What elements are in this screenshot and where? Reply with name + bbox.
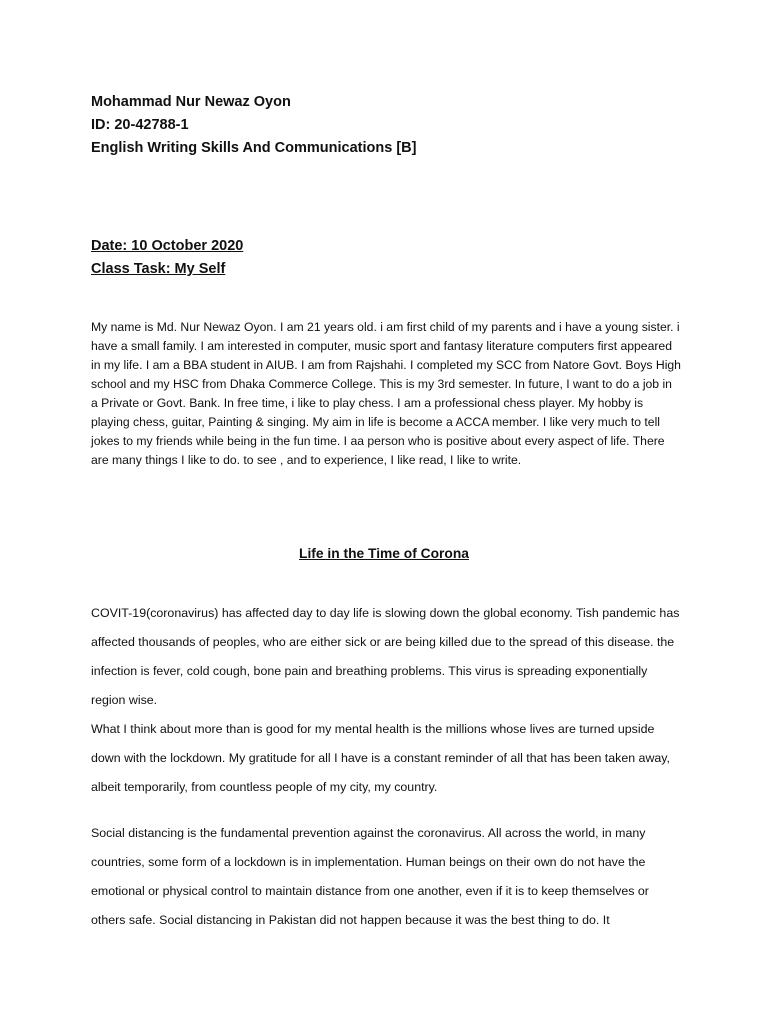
task-title: Class Task: My Self	[91, 261, 226, 277]
myself-paragraph: My name is Md. Nur Newaz Oyon. I am 21 years old. i am first child of my parents and i have a young sister. i have a small family. I am interested in computer, music sport and fantasy literature computers first appeared in my life. I am a BBA student in AIUB. I am from Rajshahi. I completed my SCC from Natore Govt. Boys High school and my HSC from Dhaka Commerce College. This is my 3rd semester. In future, I want to do a job in a Private or Govt. Bank. In free time, i like to play chess. I am a professional chess player. My hobby is playing chess, guitar, Painting & singing. My aim in life is become a ACCA member. I like very much to tell jokes to my friends while being in the fun time. I aa person who is positive about every aspect of life. There are many things I like to do. to see , and to experience, I like read, I like to write.	[91, 320, 681, 467]
author-name: Mohammad Nur Newaz Oyon	[91, 94, 291, 110]
essay-paragraph-1: COVIT-19(coronavirus) has affected day to day life is slowing down the global economy. Tish pandemic has affected thousands of peoples, who are either sick or are being killed due to the spread of this disease. the infection is fever, cold cough, bone pain and breathing problems. This virus is spreading exponentially region wise.	[91, 606, 680, 707]
task-date: Date: 10 October 2020	[91, 238, 244, 254]
student-id: ID: 20-42788-1	[91, 117, 189, 133]
course-title: English Writing Skills And Communications [B]	[91, 140, 417, 156]
essay-paragraph-2: What I think about more than is good for my mental health is the millions whose lives are turned upside down with the lockdown. My gratitude for all I have is a constant reminder of all that has been taken away, albeit temporarily, from countless people of my city, my country.	[91, 722, 671, 794]
essay-paragraph-3: Social distancing is the fundamental prevention against the coronavirus. All across the world, in many countries, some form of a lockdown is in implementation. Human beings on their own do not have the emotional or physical control to maintain distance from one another, even if it is to keep themselves or others safe. Social distancing in Pakistan did not happen because it was the best thing to do. It	[91, 826, 649, 927]
essay-title: Life in the Time of Corona	[299, 546, 469, 561]
